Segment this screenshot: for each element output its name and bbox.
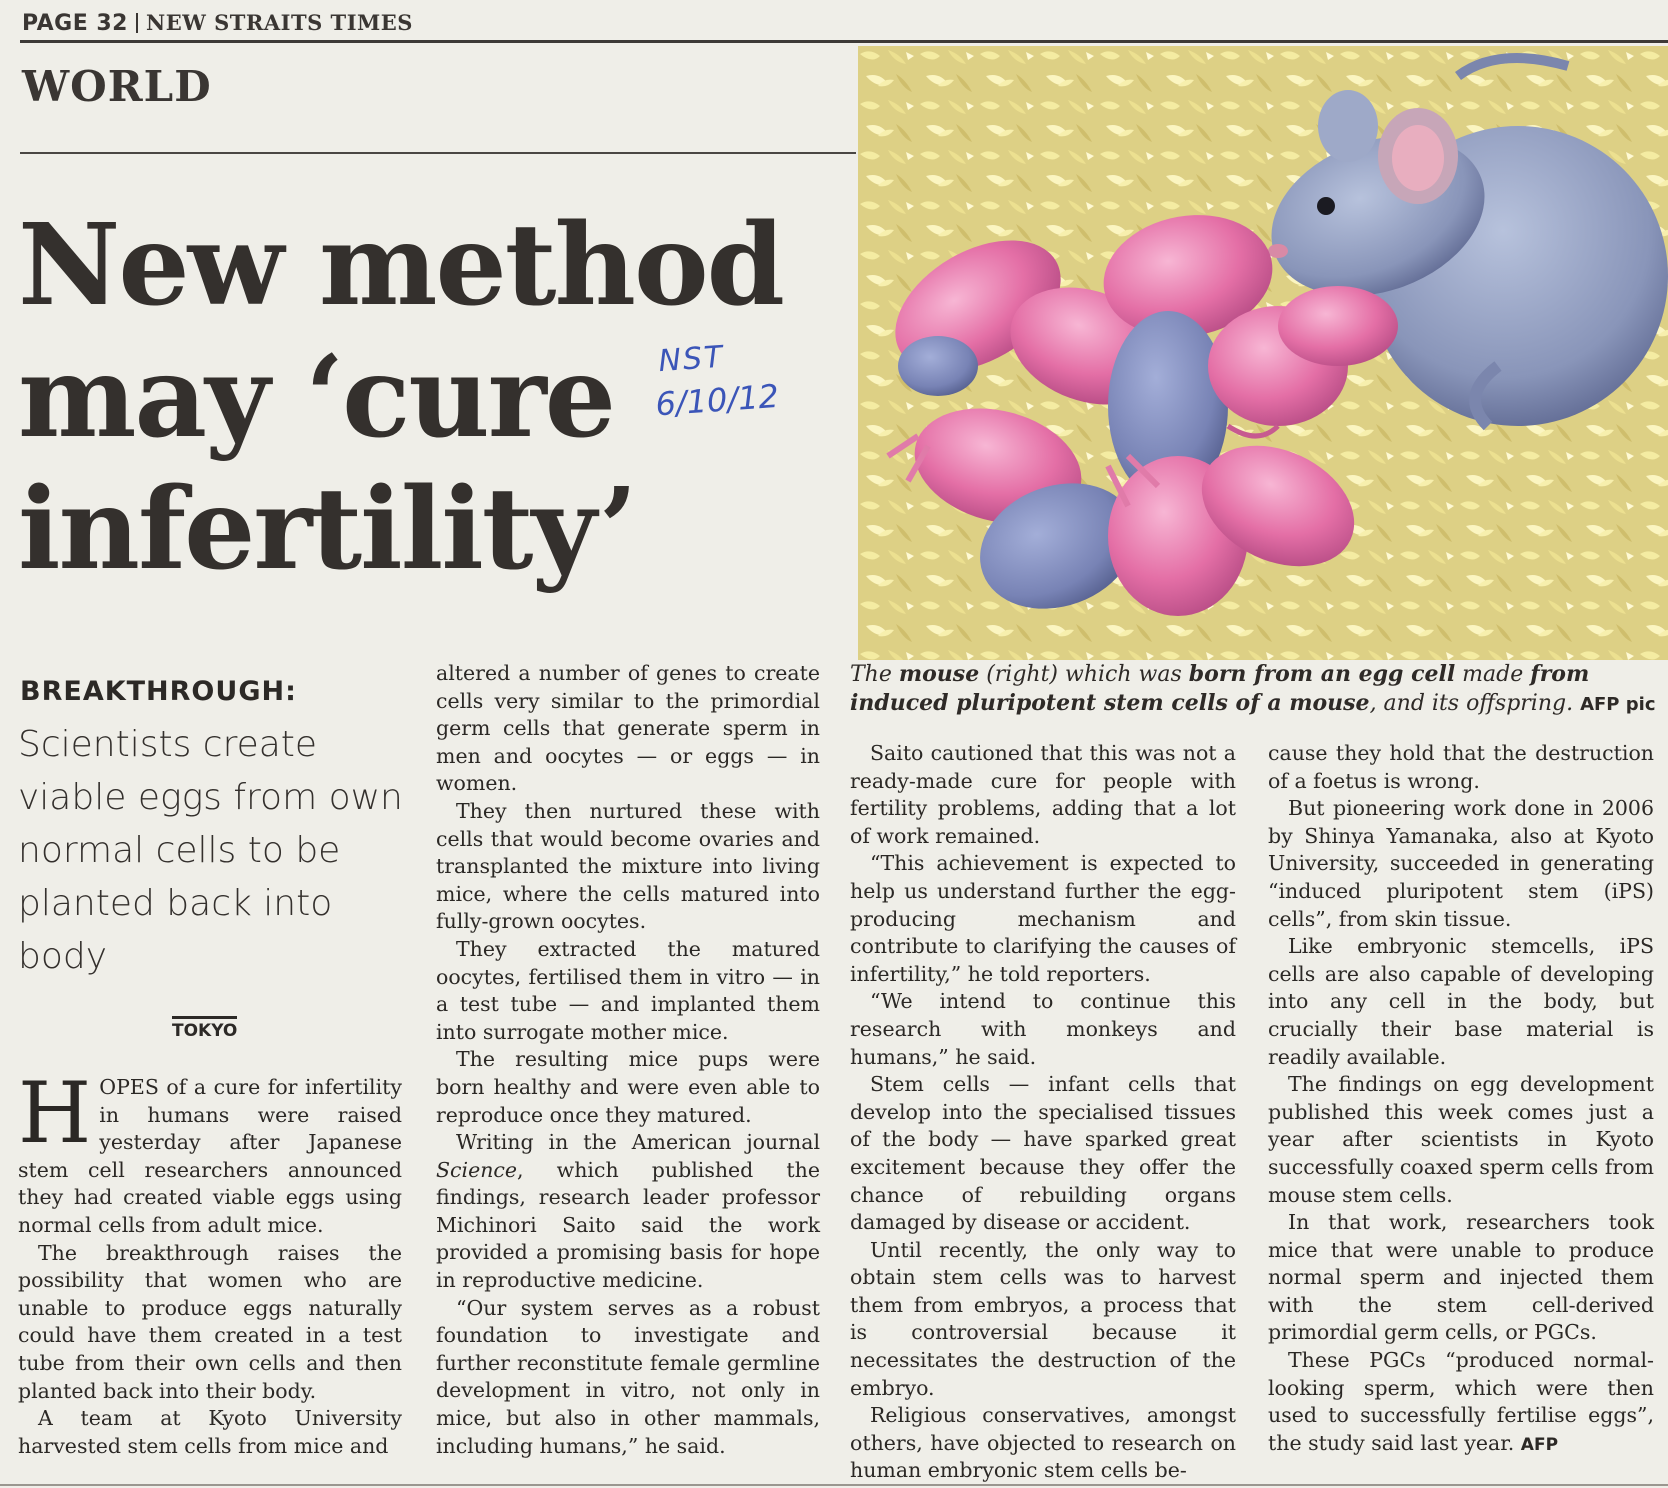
paragraph: In that work, researchers took mice that were unable to produce normal sperm and injected them with the stem cell-derived primordial germ cells, or PGCs. bbox=[1268, 1210, 1654, 1345]
caption-text: , and its offspring. bbox=[1369, 691, 1574, 716]
photo-caption bbox=[850, 660, 1660, 719]
photo-credit: AFP pic bbox=[1580, 694, 1656, 715]
paragraph: altered a number of genes to create cells very similar to the primordial germ cells that generate sperm in men and oocytes — or eggs — in women. bbox=[436, 661, 820, 796]
paragraph: “We intend to continue this research with monkeys and humans,” he said. bbox=[850, 989, 1236, 1069]
paragraph: But pioneering work done in 2006 by Shinya Yamanaka, also at Kyoto University, succeeded in generating “induced pluripotent stem (iPS) cells”, from skin tissue. bbox=[1268, 796, 1654, 931]
paragraph-text: OPES of a cure for infertility in humans were raised yesterday after Japanese stem cell researchers announced they had created viable eggs using normal cells from adult mice. bbox=[18, 1075, 402, 1237]
paragraph: The findings on egg development published this week comes just a year after scientists in Kyoto successfully coaxed sperm cells from mouse stem cells. bbox=[1268, 1072, 1654, 1207]
article-column-3 bbox=[850, 740, 1236, 1485]
paragraph: “Our system serves as a robust foundation to investigate and further reconstitute female germline development in vitro, not only in mice, but also in other mammals, including humans,” he said. bbox=[436, 1295, 820, 1458]
journal-name: Science bbox=[436, 1157, 518, 1182]
caption-text: (right) which was bbox=[979, 662, 1189, 687]
masthead-separator bbox=[136, 13, 138, 33]
caption-bold: mouse bbox=[898, 661, 980, 687]
caption-bold: born from an egg cell bbox=[1188, 661, 1456, 687]
paragraph: Saito cautioned that this was not a ready-made cure for people with fertility problems, adding that a lot of work remained. bbox=[850, 741, 1236, 848]
masthead bbox=[22, 10, 413, 36]
handwritten-source: NST bbox=[657, 339, 726, 380]
lead-paragraph bbox=[18, 1064, 402, 1240]
paragraph: Like embryonic stemcells, iPS cells are also capable of developing into any cell in the body, but crucially their base material is readily available. bbox=[1268, 934, 1654, 1069]
paragraph: They then nurtured these with cells that would become ovaries and transplanted the mixture into living mice, where the cells matured into fully-grown oocytes. bbox=[436, 798, 820, 934]
article-credit: AFP bbox=[1520, 1434, 1559, 1455]
newspaper-name: NEW STRAITS TIMES bbox=[146, 10, 413, 35]
article-column-2 bbox=[436, 660, 820, 1460]
caption-bold: from induced pluripotent stem cells of a mouse bbox=[850, 661, 1590, 716]
bottom-rule bbox=[0, 1484, 1668, 1486]
paragraph: Until recently, the only way to obtain stem cells was to harvest them from embryos, a process that is controversial because it necessitates the destruction of the embryo. bbox=[850, 1237, 1236, 1400]
caption-text: The bbox=[850, 662, 899, 687]
paragraph-text: Writing in the American journal bbox=[456, 1130, 820, 1155]
mice-photo bbox=[858, 46, 1668, 660]
deck-kicker: BREAKTHROUGH: bbox=[20, 676, 297, 707]
headline-line-3: infertility’ bbox=[18, 464, 636, 595]
paragraph-text: , which published the findings, research leader professor Michinori Saito said the work provided a promising basis for hope in reproductive medicine. bbox=[436, 1157, 820, 1293]
paragraph: cause they hold that the destruction of a foetus is wrong. bbox=[1268, 741, 1654, 793]
paragraph: The breakthrough raises the possibility that women who are unable to produce eggs naturally could have them created in a test tube from their own cells and then planted back into their body. bbox=[18, 1240, 402, 1403]
paragraph bbox=[1268, 1347, 1654, 1459]
top-rule bbox=[20, 40, 1668, 43]
paragraph: The resulting mice pups were born healthy and were even able to reproduce once they matured. bbox=[436, 1047, 820, 1127]
section-title: WORLD bbox=[22, 62, 212, 111]
article-column-4 bbox=[1268, 740, 1654, 1459]
article-column-1 bbox=[18, 1064, 402, 1460]
dateline: TOKYO bbox=[172, 1016, 237, 1041]
paragraph bbox=[436, 1129, 820, 1295]
section-rule bbox=[20, 152, 856, 154]
handwritten-annotation bbox=[654, 336, 780, 424]
paragraph-text: These PGCs “produced normal-looking sperm, which were then used to successfully fertilise eggs”, the study said last year. bbox=[1268, 1348, 1654, 1455]
paragraph: Religious conservatives, amongst others, have objected to research on human embryonic stem cells be- bbox=[850, 1403, 1236, 1483]
paragraph: “This achievement is expected to help us understand further the egg-producing mechanism and contribute to clarifying the causes of infertility,” he told reporters. bbox=[850, 851, 1236, 986]
paragraph: They extracted the matured oocytes, fertilised them in vitro — in a test tube — and implanted them into surrogate mother mice. bbox=[436, 936, 820, 1044]
deck-text: Scientists create viable eggs from own normal cells to be planted back into body bbox=[18, 724, 403, 977]
headline-line-1: New method bbox=[18, 200, 783, 331]
paragraph: A team at Kyoto University harvested stem cells from mice and bbox=[18, 1406, 402, 1458]
caption-text: made bbox=[1455, 662, 1531, 687]
handwritten-date: 6/10/12 bbox=[654, 376, 780, 424]
paragraph: Stem cells — infant cells that develop into the specialised tissues of the body — have sparked great excitement because they offer the chance of rebuilding organs damaged by disease or accident. bbox=[850, 1072, 1236, 1235]
page-number: PAGE 32 bbox=[22, 11, 128, 36]
headline-line-2: may ‘cure bbox=[18, 332, 615, 463]
mice-photo-illustration bbox=[858, 46, 1668, 660]
drop-cap: H bbox=[18, 1064, 92, 1162]
